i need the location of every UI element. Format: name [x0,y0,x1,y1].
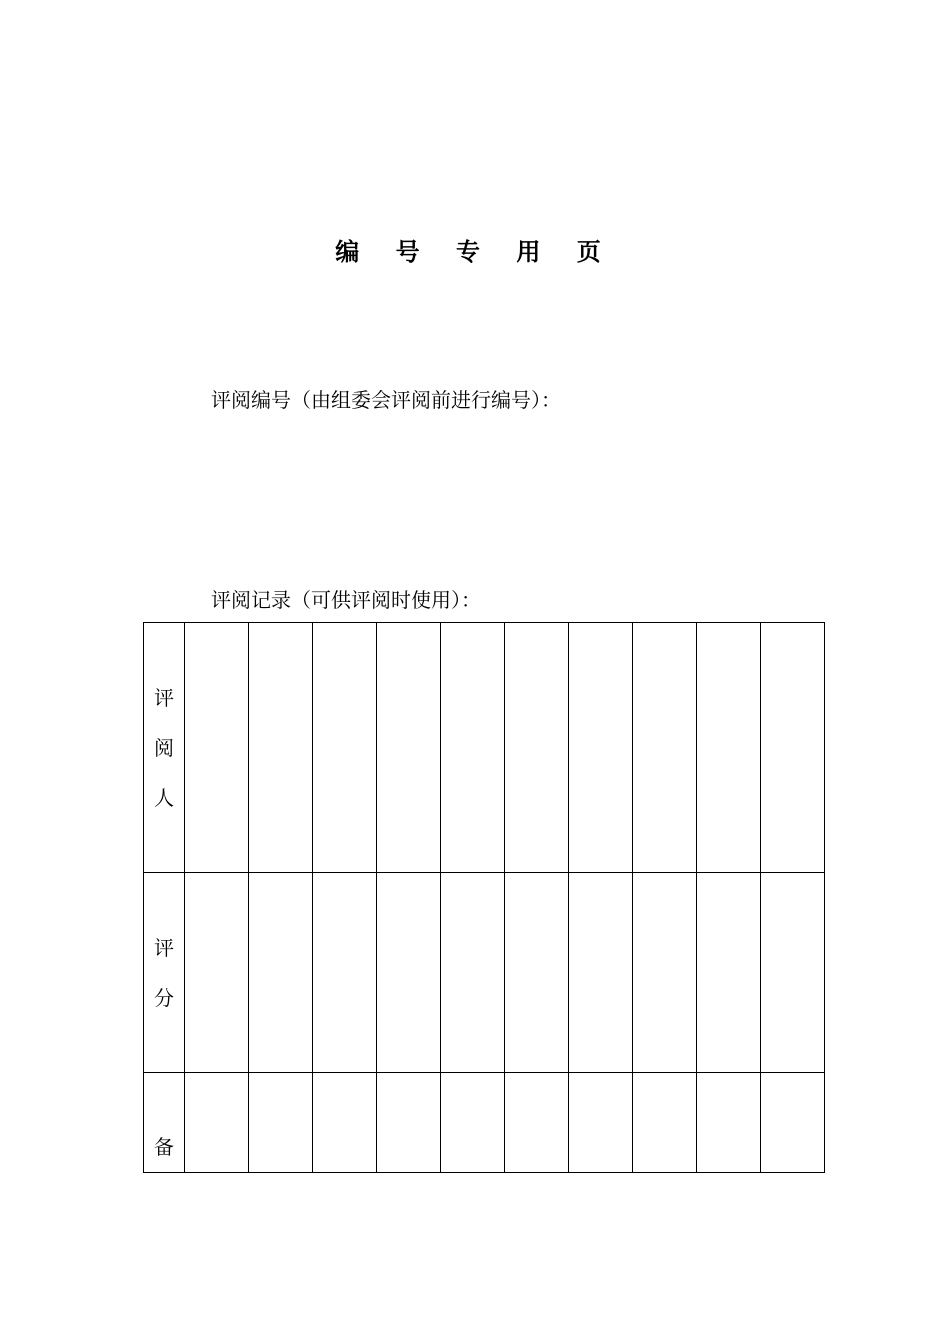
blank-cell[interactable] [441,623,505,873]
blank-cell[interactable] [249,1073,313,1173]
header-char: 评 [154,685,174,710]
page-title: 编 号 专 用 页 [335,238,615,266]
blank-cell[interactable] [633,1073,697,1173]
table-row-score [144,873,825,1073]
row-header-score [144,873,185,1073]
blank-cell[interactable] [377,873,441,1073]
blank-cell[interactable] [377,1073,441,1173]
blank-cell[interactable] [249,623,313,873]
blank-cell[interactable] [697,623,761,873]
blank-cell[interactable] [761,873,825,1073]
header-char: 评 [154,935,174,960]
blank-cell[interactable] [761,623,825,873]
row-header-reviewer [144,623,185,873]
blank-cell[interactable] [697,873,761,1073]
blank-cell[interactable] [697,1073,761,1173]
row-header-remark [144,1073,185,1173]
blank-cell[interactable] [313,1073,377,1173]
header-char: 分 [154,985,174,1010]
blank-cell[interactable] [569,873,633,1073]
header-char: 阅 [154,735,174,760]
blank-cell[interactable] [569,1073,633,1173]
table-row-remark [144,1073,825,1173]
blank-cell[interactable] [185,1073,249,1173]
review-number-label: 评阅编号（由组委会评阅前进行编号）： [211,388,561,412]
blank-cell[interactable] [185,623,249,873]
blank-cell[interactable] [185,873,249,1073]
blank-cell[interactable] [569,623,633,873]
blank-cell[interactable] [505,623,569,873]
blank-cell[interactable] [313,623,377,873]
review-record-table [143,622,825,1173]
blank-cell[interactable] [441,1073,505,1173]
blank-cell[interactable] [377,623,441,873]
header-char: 备 [154,1135,174,1159]
blank-cell[interactable] [249,873,313,1073]
table-row-reviewer [144,623,825,873]
blank-cell[interactable] [761,1073,825,1173]
blank-cell[interactable] [633,623,697,873]
header-char: 人 [154,785,174,810]
blank-cell[interactable] [313,873,377,1073]
blank-cell[interactable] [633,873,697,1073]
review-record-label: 评阅记录（可供评阅时使用）： [211,588,481,612]
blank-cell[interactable] [505,1073,569,1173]
blank-cell[interactable] [505,873,569,1073]
blank-cell[interactable] [441,873,505,1073]
